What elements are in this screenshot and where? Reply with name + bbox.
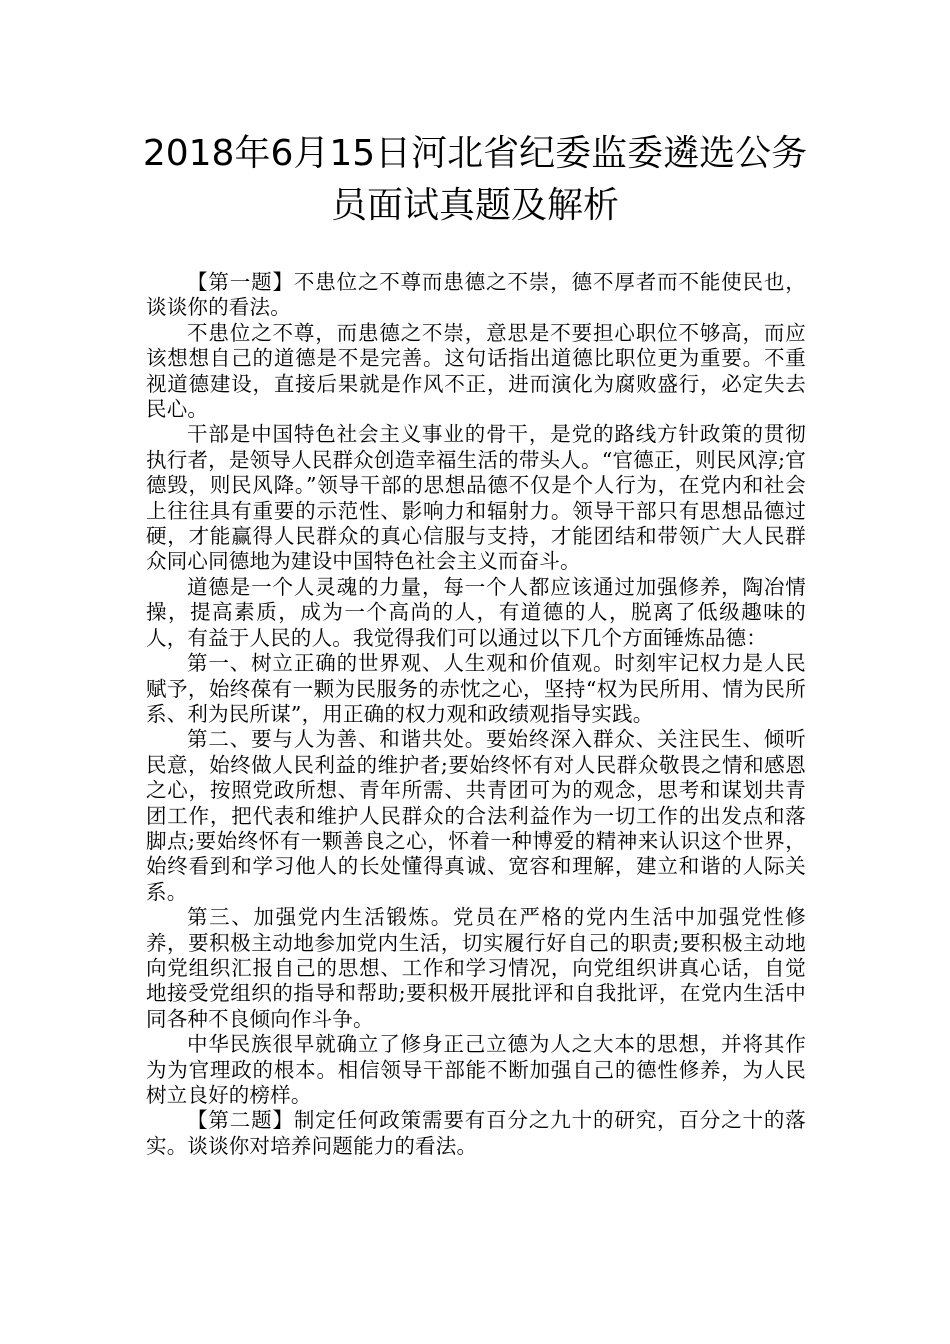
document-body [146,270,806,1159]
paragraph-point-1: 第一、树立正确的世界观、人生观和价值观。时刻牢记权力是人民赋予，始终葆有一颗为民服务的赤忱之心，坚持“权为民所用、情为民所系、利为民所谋”，用正确的权力观和政绩观指导实践。 [146,651,806,726]
paragraph-point-3: 第三、加强党内生活锻炼。党员在严格的党内生活中加强党性修养，要积极主动地参加党内生活，切实履行好自己的职责;要积极主动地向党组织汇报自己的思想、工作和学习情况，向党组织讲真心话，自觉地接受党组织的指导和帮助;要积极开展批评和自我批评，在党内生活中同各种不良倾向作斗争。 [146,905,806,1031]
paragraph: 中华民族很早就确立了修身正己立德为人之大本的思想，并将其作为为官理政的根本。相信领导干部能不断加强自己的德性修养，为人民树立良好的榜样。 [146,1032,806,1107]
paragraph: 道德是一个人灵魂的力量，每一个人都应该通过加强修养，陶冶情操，提高素质，成为一个高尚的人，有道德的人，脱离了低级趣味的人，有益于人民的人。我觉得我们可以通过以下几个方面锤炼品德： [146,574,806,650]
document-title [120,128,830,232]
title-line-2: 员面试真题及解析 [330,185,619,226]
paragraph-question-1: 【第一题】不患位之不尊而患德之不崇，德不厚者而不能使民也，谈谈你的看法。 [146,270,806,320]
paragraph: 不患位之不尊，而患德之不崇，意思是不要担心职位不够高，而应该想想自己的道德是不是完善。这句话指出道德比职位更为重要。不重视道德建设，直接后果就是作风不正，进而演化为腐败盛行，必定失去民心。 [146,320,806,422]
paragraph: 干部是中国特色社会主义事业的骨干，是党的路线方针政策的贯彻执行者，是领导人民群众创造幸福生活的带头人。“官德正，则民风淳;官德毁，则民风降。”领导干部的思想品德不仅是个人行为，在党内和社会上往往具有重要的示范性、影响力和辐射力。领导干部只有思想品德过硬，才能赢得人民群众的真心信服与支持，才能团结和带领广大人民群众同心同德地为建设中国特色社会主义而奋斗。 [146,422,806,574]
paragraph-point-2: 第二、要与人为善、和谐共处。要始终深入群众、关注民生、倾听民意，始终做人民利益的维护者;要始终怀有对人民群众敬畏之情和感恩之心，按照党政所想、青年所需、共青团可为的观念，思考和谋划共青团工作，把代表和维护人民群众的合法利益作为一切工作的出发点和落脚点;要始终怀有一颗善良之心，怀着一种博爱的精神来认识这个世界，始终看到和学习他人的长处懂得真诚、宽容和理解，建立和谐的人际关系。 [146,727,806,904]
paragraph-question-2: 【第二题】制定任何政策需要有百分之九十的研究，百分之十的落实。谈谈你对培养问题能力的看法。 [146,1108,806,1158]
title-line-1: 2018年6月15日河北省纪委监委遴选公务 [142,133,808,174]
